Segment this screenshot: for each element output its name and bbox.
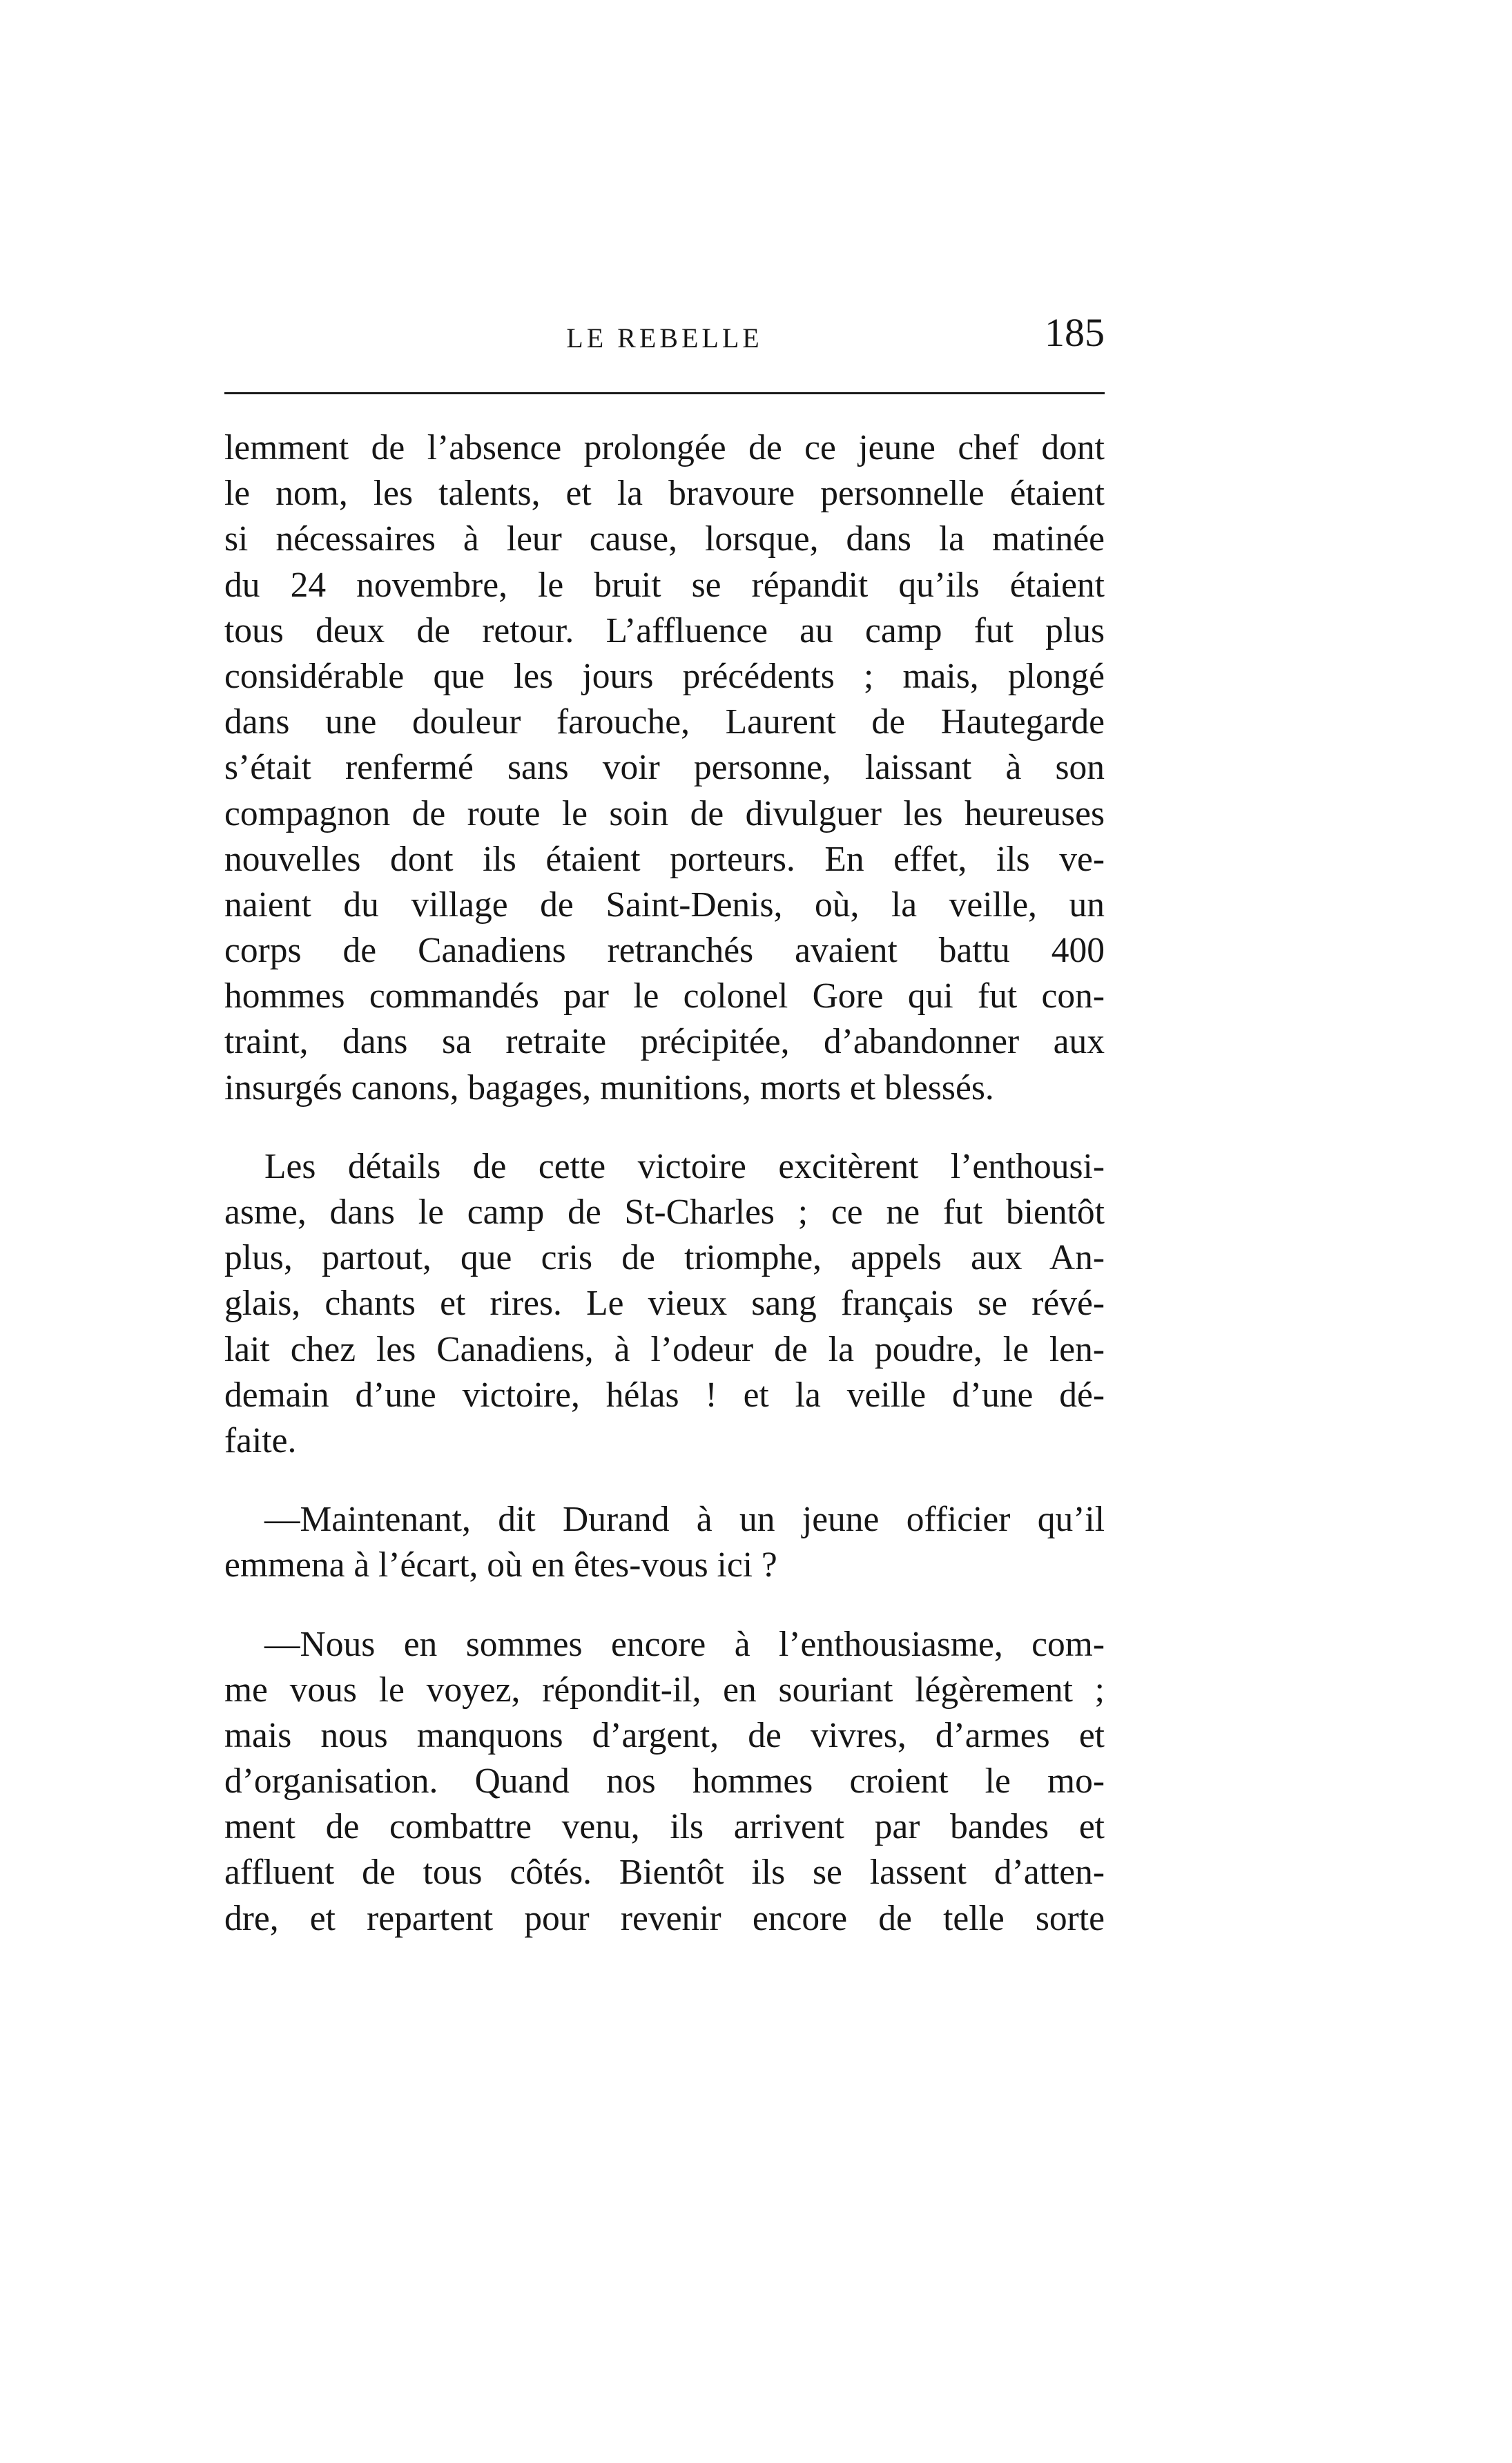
- paragraph: [224, 1497, 1105, 1588]
- body-text: [224, 425, 1105, 1942]
- text-line: me vous le voyez, répondit-il, en souriant légèrement ;: [224, 1670, 1105, 1710]
- paragraph: [224, 425, 1105, 1111]
- text-line: plus, partout, que cris de triomphe, appels aux An-: [224, 1238, 1105, 1278]
- running-head: [224, 309, 1105, 371]
- text-line: glais, chants et rires. Le vieux sang français se révé-: [224, 1284, 1105, 1324]
- text-line: naient du village de Saint-Denis, où, la veille, un: [224, 885, 1105, 925]
- text-line: du 24 novembre, le bruit se répandit qu’ils étaient: [224, 565, 1105, 605]
- text-line: lait chez les Canadiens, à l’odeur de la poudre, le len-: [224, 1329, 1105, 1369]
- paragraph: [224, 1144, 1105, 1464]
- text-line: corps de Canadiens retranchés avaient battu 400: [224, 931, 1105, 971]
- text-line: traint, dans sa retraite précipitée, d’abandonner aux: [224, 1022, 1105, 1062]
- text-line: lemment de l’absence prolongée de ce jeune chef dont: [224, 428, 1105, 467]
- text-line: d’organisation. Quand nos hommes croient le mo-: [224, 1761, 1105, 1802]
- text-line: ment de combattre venu, ils arrivent par bandes et: [224, 1807, 1105, 1847]
- text-line: s’était renfermé sans voir personne, laissant à son: [224, 748, 1105, 788]
- text-line: si nécessaires à leur cause, lorsque, dans la matinée: [224, 519, 1105, 559]
- running-title: LE REBELLE: [566, 322, 763, 354]
- paragraph: [224, 1622, 1105, 1942]
- text-line: tous deux de retour. L’affluence au camp fut plus: [224, 610, 1105, 650]
- text-line: dans une douleur farouche, Laurent de Hautegarde: [224, 702, 1105, 742]
- text-line: emmena à l’écart, où en êtes-vous ici ?: [224, 1545, 777, 1585]
- page-number: 185: [1045, 310, 1105, 355]
- text-line: insurgés canons, bagages, munitions, morts et blessés.: [224, 1068, 994, 1108]
- header-rule: [224, 392, 1105, 394]
- text-line: dre, et repartent pour revenir encore de telle sorte: [224, 1898, 1105, 1938]
- text-line: considérable que les jours précédents ; mais, plongé: [224, 656, 1105, 696]
- text-line: hommes commandés par le colonel Gore qui fut con-: [224, 976, 1105, 1016]
- text-line: mais nous manquons d’argent, de vivres, d’armes et: [224, 1715, 1105, 1755]
- text-line: le nom, les talents, et la bravoure personnelle étaient: [224, 474, 1105, 514]
- text-line: affluent de tous côtés. Bientôt ils se lassent d’atten-: [224, 1853, 1105, 1893]
- text-line: asme, dans le camp de St-Charles ; ce ne fut bientôt: [224, 1192, 1105, 1232]
- text-line: Les détails de cette victoire excitèrent l’enthousi-: [264, 1146, 1105, 1186]
- text-line: compagnon de route le soin de divulguer les heureuses: [224, 793, 1105, 833]
- text-line: nouvelles dont ils étaient porteurs. En effet, ils ve-: [224, 839, 1105, 879]
- text-line: —Maintenant, dit Durand à un jeune officier qu’il: [264, 1500, 1105, 1540]
- text-line: —Nous en sommes encore à l’enthousiasme, com-: [264, 1624, 1105, 1664]
- text-line: faite.: [224, 1420, 297, 1460]
- text-line: demain d’une victoire, hélas ! et la veille d’une dé-: [224, 1375, 1105, 1415]
